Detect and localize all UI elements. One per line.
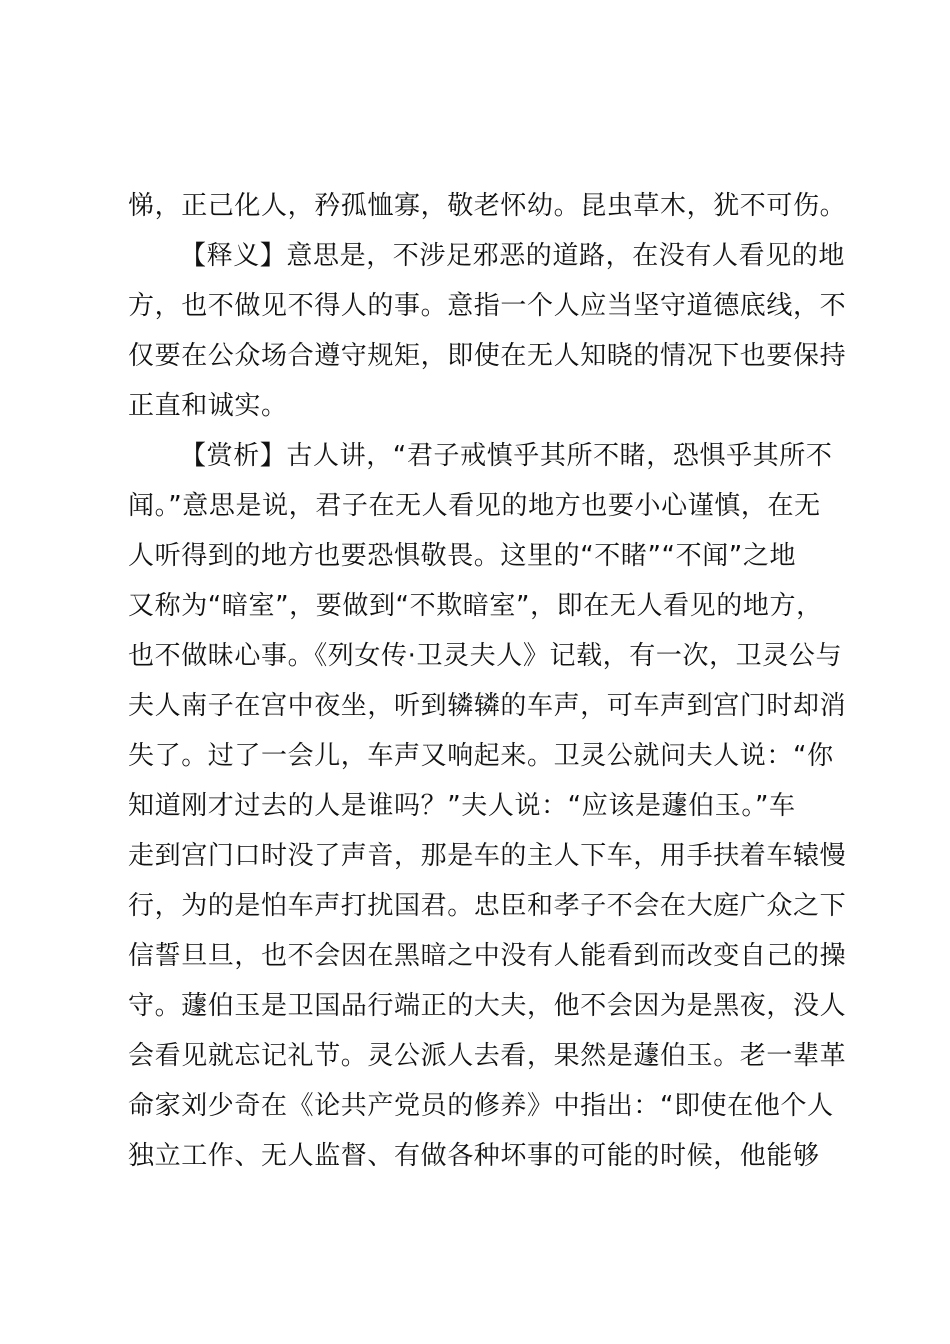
text-line-12: 失了。过了一会儿，车声又响起来。卫灵公就问夫人说：“你	[128, 741, 834, 771]
text-line-9: 又称为“暗室”，要做到“不欺暗室”，即在无人看见的地方，	[128, 591, 823, 621]
text-line-4: 仅要在公众场合遵守规矩，即使在无人知晓的情况下也要保持	[128, 341, 847, 371]
text-line-20: 独立工作、无人监督、有做各种坏事的可能的时候，他能够	[128, 1141, 820, 1171]
text-line-19: 命家刘少奇在《论共产党员的修养》中指出：“即使在他个人	[128, 1091, 834, 1121]
paragraph-appreciation-start: 【赏析】古人讲，“君子戒慎乎其所不睹，恐惧乎其所不	[180, 441, 833, 471]
text-line-10: 也不做昧心事。《列女传·卫灵夫人》记载，有一次，卫灵公与	[128, 641, 843, 671]
text-line-3: 方，也不做见不得人的事。意指一个人应当坚守道德底线，不	[128, 291, 847, 321]
text-line-14: 走到宫门口时没了声音，那是车的主人下车，用手扶着车辕慢	[128, 841, 847, 871]
text-line-7: 闻。”意思是说，君子在无人看见的地方也要小心谨慎，在无	[128, 491, 821, 521]
text-line-15: 行，为的是怕车声打扰国君。忠臣和孝子不会在大庭广众之下	[128, 891, 847, 921]
text-line-18: 会看见就忘记礼节。灵公派人去看，果然是蘧伯玉。老一辈革	[128, 1041, 847, 1071]
text-line-5: 正直和诚实。	[128, 391, 288, 421]
paragraph-interpretation-start: 【释义】意思是，不涉足邪恶的道路，在没有人看见的地	[180, 241, 846, 271]
text-line-8: 人听得到的地方也要恐惧敬畏。这里的“不睹”“不闻”之地	[128, 541, 797, 571]
text-line-1: 悌，正己化人，矜孤恤寡，敬老怀幼。昆虫草木，犹不可伤。	[128, 191, 847, 221]
text-line-17: 守。蘧伯玉是卫国品行端正的大夫，他不会因为是黑夜，没人	[128, 991, 847, 1021]
text-line-11: 夫人南子在宫中夜坐，听到辚辚的车声，可车声到宫门时却消	[128, 691, 847, 721]
text-line-16: 信誓旦旦，也不会因在黑暗之中没有人能看到而改变自己的操	[128, 941, 847, 971]
text-line-13: 知道刚才过去的人是谁吗？”夫人说：“应该是蘧伯玉。”车	[128, 791, 796, 821]
